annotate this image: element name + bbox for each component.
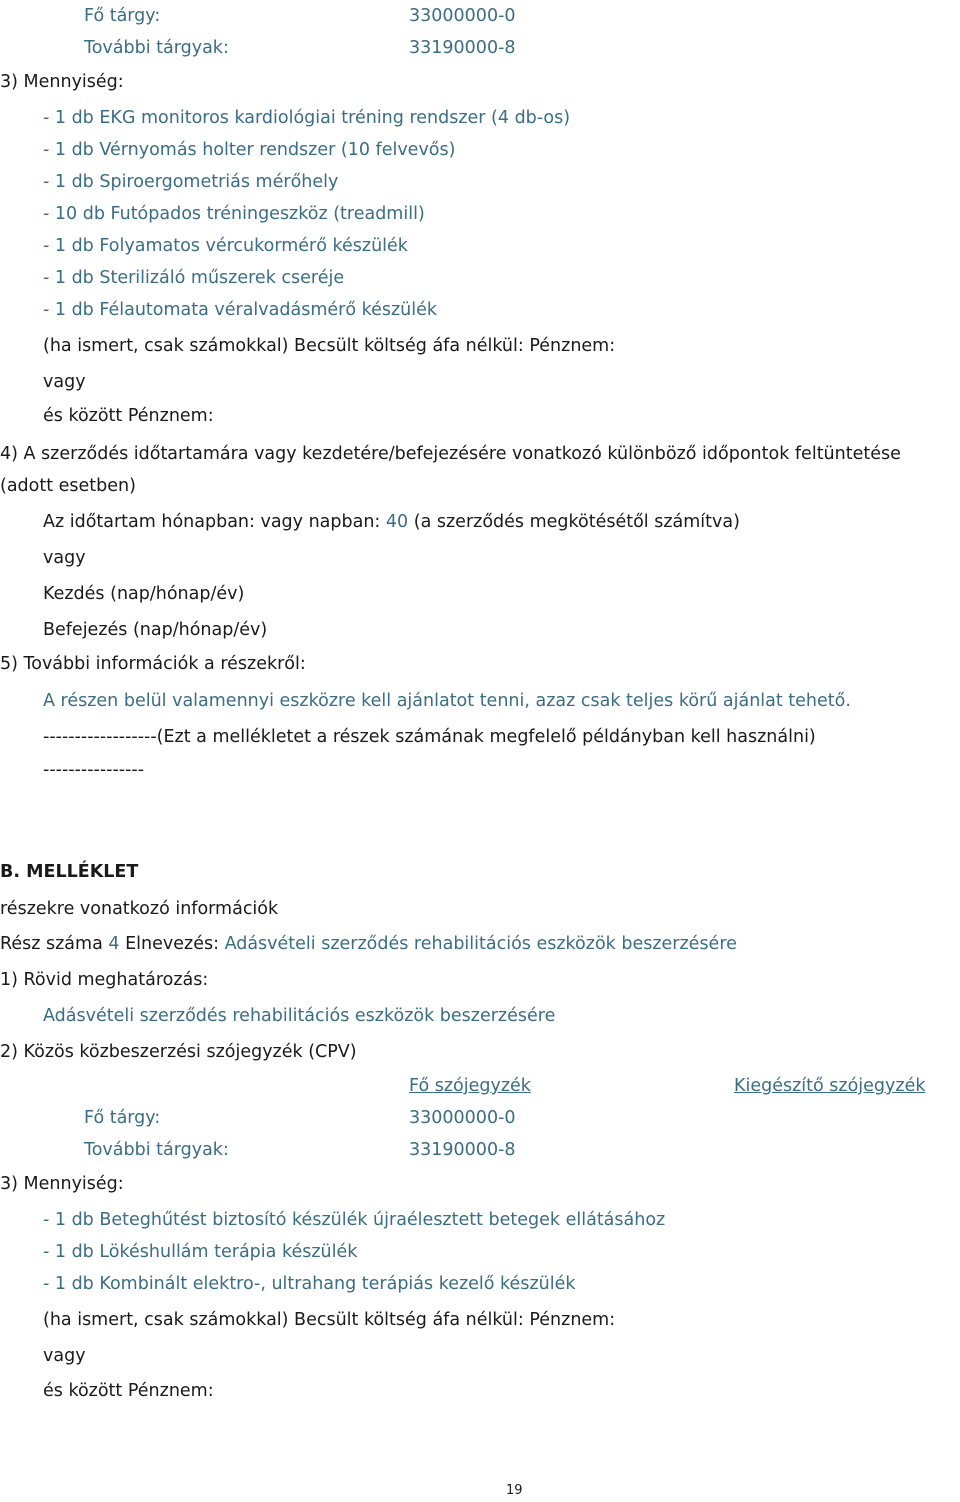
short-desc-heading: 1) Rövid meghatározás: <box>0 970 209 990</box>
duration-heading-cont: (adott esetben) <box>0 476 136 496</box>
cpv-heading: 2) Közös közbeszerzési szójegyzék (CPV) <box>0 1042 357 1062</box>
cpv-main-label: Fő tárgy: <box>84 6 161 26</box>
cpv-main-code: 33000000-0 <box>409 1108 516 1128</box>
cpv-additional-code: 33190000-8 <box>409 38 516 58</box>
annex-note: ------------------(Ezt a mellékletet a részek számának megfelelő példányban kell használni) <box>43 727 816 747</box>
info-heading: 5) További információk a részekről: <box>0 654 306 674</box>
annex-title: B. MELLÉKLET <box>0 862 139 882</box>
quantity-item: - 1 db Beteghűtést biztosító készülék újraélesztett betegek ellátásához <box>43 1210 666 1230</box>
part-number: 4 <box>108 934 120 954</box>
duration-heading: 4) A szerződés időtartamára vagy kezdetére/befejezésére vonatkozó különböző időpontok feltüntetése <box>0 444 901 464</box>
duration-line <box>43 511 740 533</box>
part-label: Rész száma <box>0 934 103 954</box>
between-currency-line: és között Pénznem: <box>43 1381 214 1401</box>
start-date-label: Kezdés (nap/hónap/év) <box>43 584 245 604</box>
quantity-item: - 1 db Kombinált elektro-, ultrahang terápiás kezelő készülék <box>43 1274 576 1294</box>
quantity-item: - 1 db Félautomata véralvadásmérő készülék <box>43 300 438 320</box>
between-currency-line: és között Pénznem: <box>43 406 214 426</box>
quantity-item: - 1 db EKG monitoros kardiológiai tréning rendszer (4 db-os) <box>43 108 571 128</box>
annex-note-dashes: ---------------- <box>43 760 145 780</box>
annex-subtitle: részekre vonatkozó információk <box>0 899 279 919</box>
supplementary-vocabulary-link[interactable]: Kiegészítő szójegyzék <box>734 1076 926 1096</box>
cpv-additional-label: További tárgyak: <box>84 1140 229 1160</box>
or-text: vagy <box>43 548 86 568</box>
part-line <box>0 933 737 955</box>
info-text: A részen belül valamennyi eszközre kell ajánlatot tenni, azaz csak teljes körű ajánlat tehető. <box>43 691 851 711</box>
name-value: Adásvételi szerződés rehabilitációs eszközök beszerzésére <box>224 934 737 954</box>
duration-prefix: Az időtartam hónapban: vagy napban: <box>43 512 381 532</box>
or-text: vagy <box>43 1346 86 1366</box>
name-label: Elnevezés: <box>125 934 219 954</box>
estimated-cost-line: (ha ismert, csak számokkal) Becsült költség áfa nélkül: Pénznem: <box>43 336 616 356</box>
quantity-item: - 10 db Futópados tréningeszköz (treadmill) <box>43 204 425 224</box>
page-number: 19 <box>506 1483 523 1498</box>
cpv-additional-label: További tárgyak: <box>84 38 229 58</box>
quantity-item: - 1 db Sterilizáló műszerek cseréje <box>43 268 345 288</box>
quantity-item: - 1 db Folyamatos vércukormérő készülék <box>43 236 408 256</box>
short-desc-value: Adásvételi szerződés rehabilitációs eszközök beszerzésére <box>43 1006 556 1026</box>
duration-suffix: (a szerződés megkötésétől számítva) <box>413 512 740 532</box>
cpv-main-code: 33000000-0 <box>409 6 516 26</box>
or-text: vagy <box>43 372 86 392</box>
estimated-cost-line: (ha ismert, csak számokkal) Becsült költség áfa nélkül: Pénznem: <box>43 1310 616 1330</box>
cpv-main-label: Fő tárgy: <box>84 1108 161 1128</box>
cpv-additional-code: 33190000-8 <box>409 1140 516 1160</box>
quantity-item: - 1 db Lökéshullám terápia készülék <box>43 1242 358 1262</box>
quantity-heading: 3) Mennyiség: <box>0 72 124 92</box>
duration-days: 40 <box>385 512 409 532</box>
quantity-item: - 1 db Spiroergometriás mérőhely <box>43 172 339 192</box>
main-vocabulary-link[interactable]: Fő szójegyzék <box>409 1076 531 1096</box>
quantity-heading: 3) Mennyiség: <box>0 1174 124 1194</box>
quantity-item: - 1 db Vérnyomás holter rendszer (10 felvevős) <box>43 140 456 160</box>
end-date-label: Befejezés (nap/hónap/év) <box>43 620 268 640</box>
